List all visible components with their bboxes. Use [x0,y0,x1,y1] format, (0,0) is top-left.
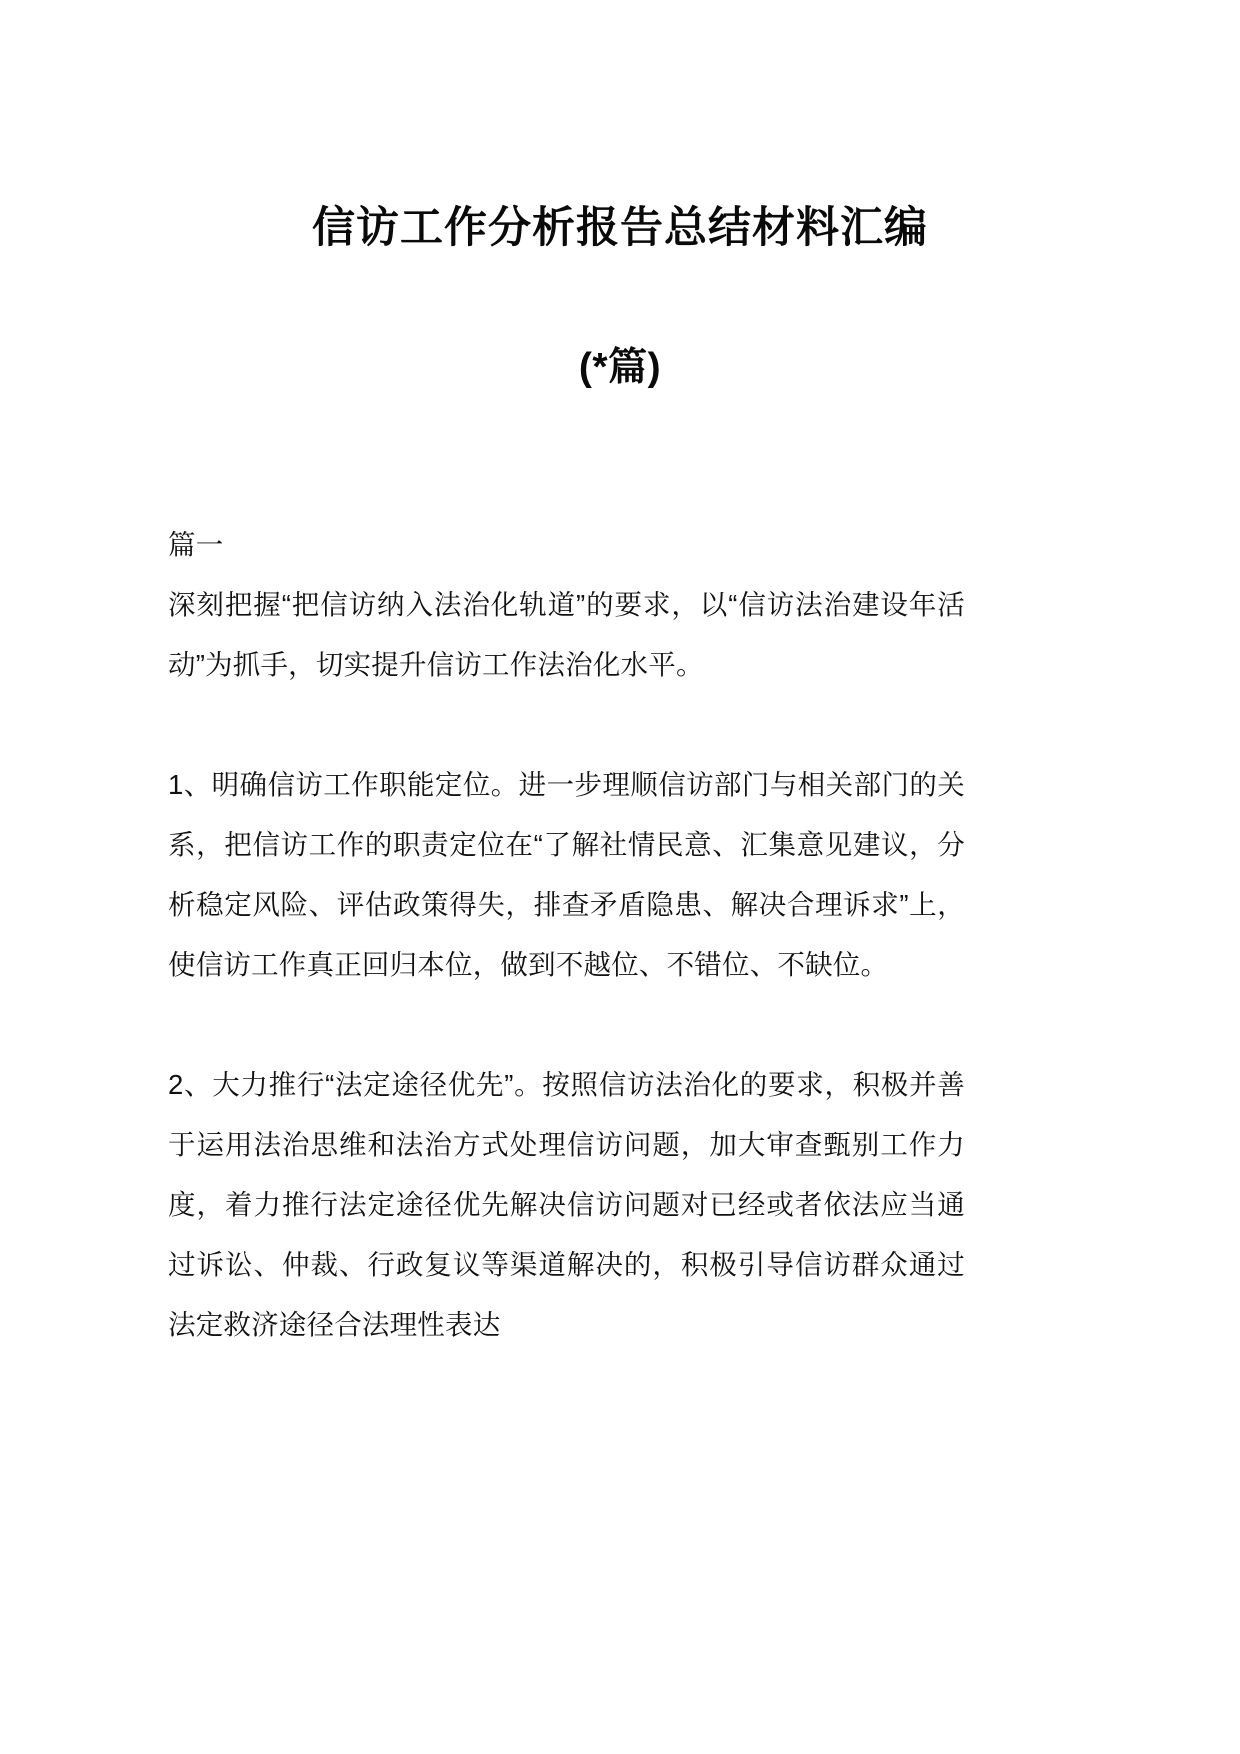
paragraph-item-2: 2、大力推行“法定途径优先”。按照信访法治化的要求，积极并善于运用法治思维和法治方式处理信访问题，加大审查甄别工作力度，着力推行法定途径优先解决信访问题对已经或者依法应当通过诉讼、仲裁、行政复议等渠道解决的，积极引导信访群众通过法定救济途径合法理性表达 [168,1069,965,1340]
page-title: 信访工作分析报告总结材料汇编 [312,203,928,252]
document-body [168,515,965,1355]
paragraph-intro: 深刻把握“把信访纳入法治化轨道”的要求，以“信访法治建设年活动”为抓手，切实提升信访工作法治化水平。 [168,589,965,680]
section-label [168,515,965,575]
paragraph-item-1: 1、明确信访工作职能定位。进一步理顺信访部门与相关部门的关系，把信访工作的职责定位在“了解社情民意、汇集意见建议，分析稳定风险、评估政策得失，排查矛盾隐患、解决合理诉求”上，使信访工作真正回归本位，做到不越位、不错位、不缺位。 [168,769,965,980]
section-label-text: 篇一 [168,529,224,560]
page-subtitle: (*篇) [578,346,662,389]
